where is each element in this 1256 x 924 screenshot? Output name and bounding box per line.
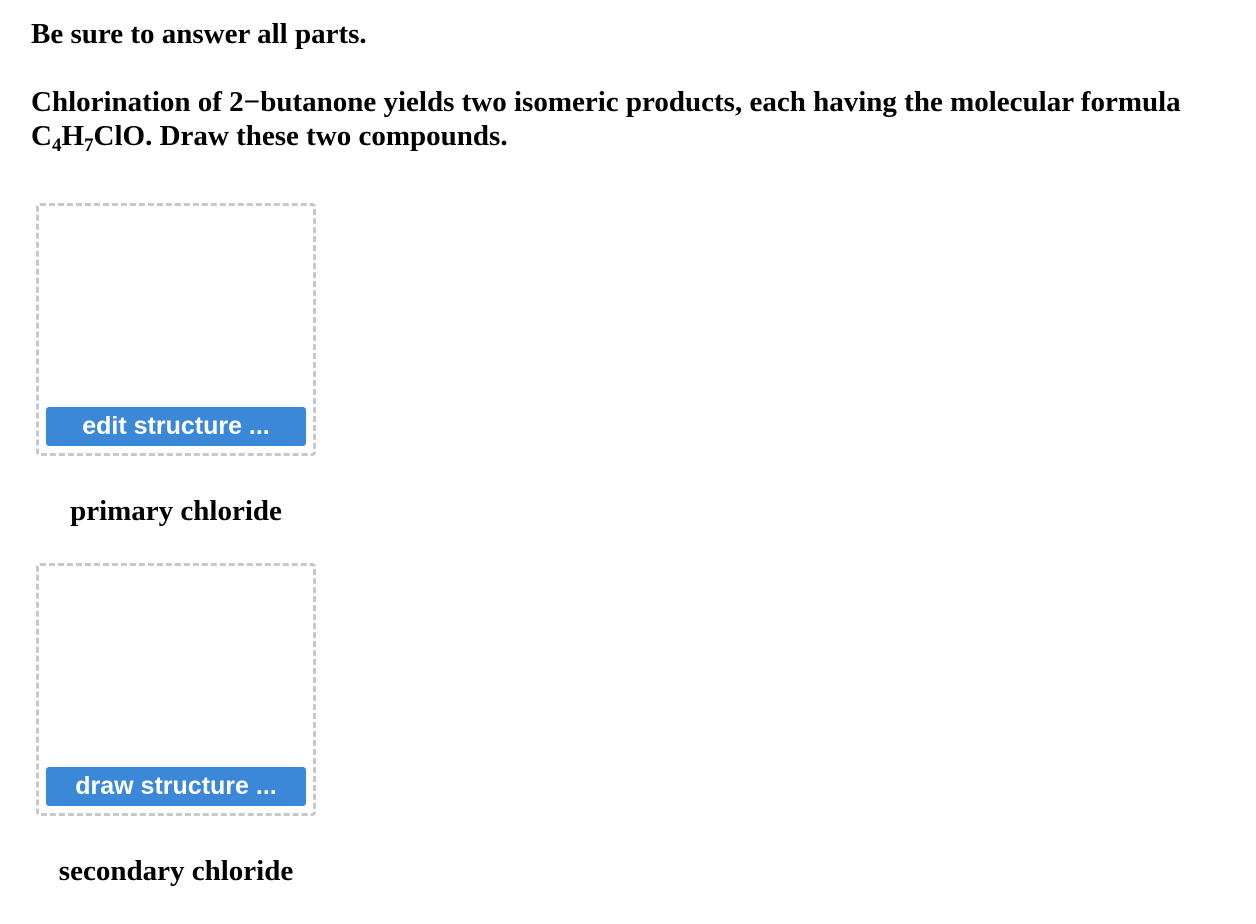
formula-hydrogen: H (61, 120, 85, 152)
formula-carbon-count: 4 (51, 135, 62, 156)
instruction-text: Be sure to answer all parts. (31, 18, 367, 50)
structure-drawing-area-primary[interactable] (36, 203, 316, 456)
draw-structure-button[interactable]: draw structure ... (46, 767, 306, 806)
caption-secondary-chloride: secondary chloride (58, 855, 294, 887)
caption-primary-chloride: primary chloride (70, 495, 282, 527)
formula-carbon: C (31, 120, 52, 152)
question-instruction: . Draw these two compounds. (145, 120, 508, 152)
question-intro: Chlorination of 2−butanone yields two isomeric products, each having the molecular formula (31, 86, 1181, 118)
edit-structure-button[interactable]: edit structure ... (46, 407, 306, 446)
formula-rest: ClO (93, 120, 146, 152)
question-text (31, 85, 1246, 156)
molecular-formula (31, 120, 146, 156)
structure-drawing-area-secondary[interactable] (36, 563, 316, 816)
formula-hydrogen-count: 7 (84, 135, 94, 156)
